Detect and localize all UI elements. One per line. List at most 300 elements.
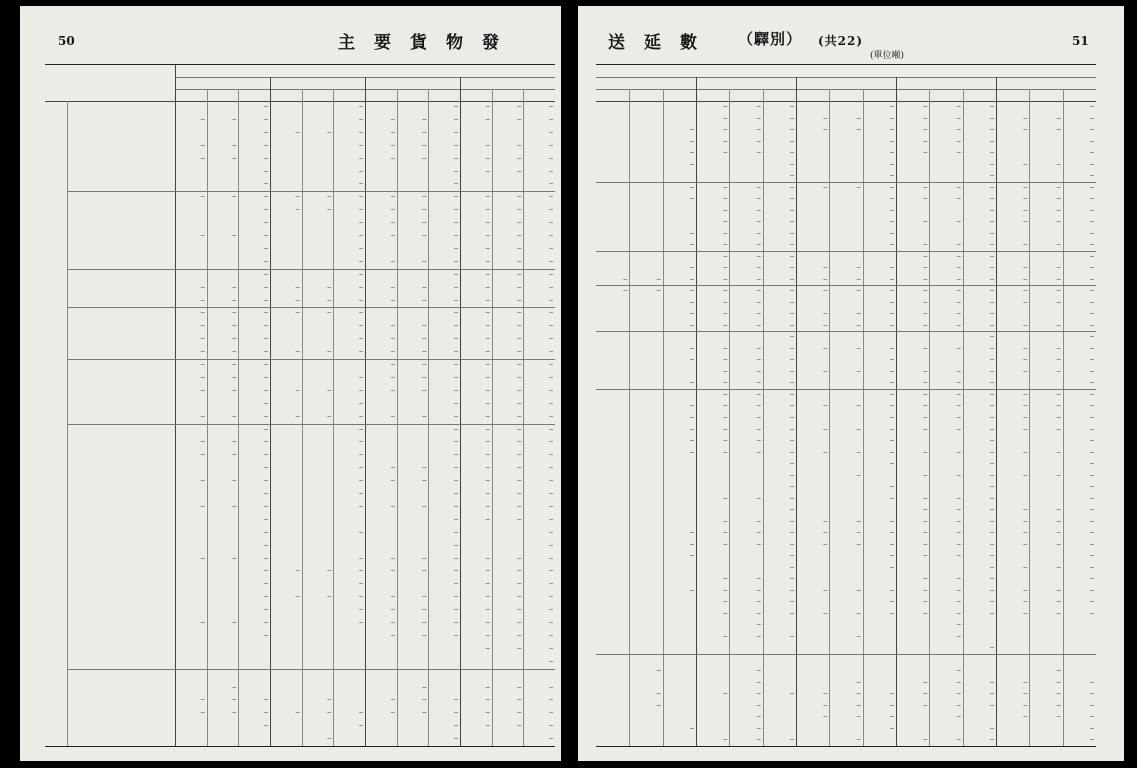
value-cell: —: [756, 182, 761, 191]
value-cell: —: [790, 320, 794, 329]
value-cell: —: [823, 700, 828, 709]
value-cell: —: [1090, 297, 1094, 306]
value-cell: —: [890, 286, 894, 295]
value-cell: —: [956, 217, 961, 226]
value-cell: —: [790, 735, 794, 744]
value-cell: —: [956, 424, 961, 433]
value-cell: —: [956, 551, 961, 560]
value-cell: —: [485, 218, 490, 227]
value-cell: —: [956, 309, 961, 318]
value-cell: —: [422, 205, 427, 214]
value-cell: —: [723, 113, 728, 122]
value-cell: —: [232, 192, 237, 201]
value-cell: —: [549, 682, 553, 691]
value-cell: —: [1090, 412, 1094, 421]
value-cell: —: [264, 127, 268, 136]
value-cell: —: [390, 708, 395, 717]
value-cell: —: [200, 501, 205, 510]
value-cell: —: [890, 205, 894, 214]
value-cell: —: [232, 553, 237, 562]
value-cell: —: [990, 459, 994, 468]
value-cell: —: [549, 102, 553, 110]
value-cell: —: [359, 256, 363, 265]
value-cell: —: [990, 436, 994, 445]
value-cell: —: [549, 334, 553, 343]
value-cell: —: [890, 159, 894, 168]
value-cell: —: [264, 437, 268, 446]
value-cell: —: [723, 608, 728, 617]
value-cell: —: [990, 297, 994, 306]
value-cell: —: [923, 424, 928, 433]
value-cell: —: [1023, 194, 1028, 203]
value-cell: —: [517, 489, 522, 497]
value-cell: —: [723, 125, 728, 134]
value-cell: —: [422, 360, 427, 368]
value-cell: —: [1090, 700, 1094, 709]
value-cell: —: [549, 514, 553, 523]
value-cell: —: [485, 643, 490, 652]
value-cell: —: [517, 334, 522, 343]
value-cell: —: [264, 450, 268, 459]
value-cell: —: [690, 528, 694, 537]
value-cell: —: [390, 630, 395, 639]
value-cell: —: [1056, 205, 1061, 214]
value-cell: —: [327, 411, 332, 420]
value-cell: —: [756, 620, 761, 629]
value-cell: —: [690, 539, 694, 548]
value-cell: —: [756, 274, 761, 283]
value-cell: —: [790, 343, 794, 352]
value-cell: —: [200, 295, 205, 304]
value-cell: —: [485, 205, 490, 214]
value-cell: —: [723, 447, 728, 456]
value-cell: —: [454, 347, 458, 356]
value-cell: —: [264, 102, 268, 110]
value-cell: —: [723, 263, 728, 272]
value-cell: —: [790, 309, 794, 318]
value-cell: —: [756, 240, 761, 249]
value-cell: —: [890, 228, 894, 237]
value-cell: —: [690, 263, 694, 272]
value-cell: —: [485, 489, 490, 497]
value-cell: —: [890, 148, 894, 157]
value-cell: —: [723, 585, 728, 594]
value-cell: —: [690, 274, 694, 283]
value-cell: —: [990, 159, 994, 168]
value-cell: —: [856, 182, 861, 191]
value-cell: —: [1056, 286, 1061, 295]
value-cell: —: [232, 153, 237, 162]
value-cell: —: [549, 153, 553, 162]
value-cell: —: [454, 695, 458, 704]
value-cell: —: [485, 372, 490, 381]
value-cell: —: [856, 274, 861, 283]
value-cell: —: [1090, 482, 1094, 491]
value-cell: —: [756, 148, 761, 157]
value-cell: —: [723, 516, 728, 525]
value-cell: —: [549, 708, 553, 717]
value-cell: —: [422, 501, 427, 510]
value-cell: —: [1090, 125, 1094, 134]
value-cell: —: [890, 102, 894, 110]
value-cell: —: [517, 360, 522, 368]
value-cell: —: [390, 127, 395, 136]
value-cell: —: [890, 436, 894, 445]
value-cell: —: [327, 127, 332, 136]
value-cell: —: [690, 723, 694, 732]
value-cell: —: [1023, 677, 1028, 686]
value-cell: —: [890, 608, 894, 617]
value-cell: —: [454, 334, 458, 343]
value-cell: —: [359, 463, 363, 472]
value-cell: —: [790, 125, 794, 134]
value-cell: —: [690, 378, 694, 387]
value-cell: —: [990, 378, 994, 387]
value-cell: —: [549, 450, 553, 459]
value-cell: —: [890, 412, 894, 421]
value-cell: —: [1090, 240, 1094, 249]
value-cell: —: [790, 240, 794, 249]
value-cell: —: [956, 493, 961, 502]
value-cell: —: [454, 437, 458, 446]
value-cell: —: [790, 366, 794, 375]
value-cell: —: [517, 256, 522, 265]
value-cell: —: [823, 125, 828, 134]
value-cell: —: [890, 562, 894, 571]
value-cell: —: [890, 459, 894, 468]
value-cell: —: [485, 476, 490, 485]
value-cell: —: [264, 347, 268, 356]
value-cell: —: [1090, 597, 1094, 606]
value-cell: —: [485, 102, 490, 110]
value-cell: —: [517, 553, 522, 562]
value-cell: —: [823, 528, 828, 537]
value-cell: —: [956, 585, 961, 594]
value-cell: —: [856, 309, 861, 318]
value-cell: —: [990, 332, 994, 341]
value-cell: —: [890, 217, 894, 226]
value-cell: —: [790, 470, 794, 479]
value-cell: —: [856, 689, 861, 698]
value-cell: —: [956, 677, 961, 686]
value-cell: —: [890, 194, 894, 203]
value-cell: —: [790, 205, 794, 214]
value-cell: —: [856, 366, 861, 375]
value-cell: —: [359, 579, 363, 588]
value-cell: —: [890, 343, 894, 352]
value-cell: —: [517, 579, 522, 588]
value-cell: —: [1056, 320, 1061, 329]
value-cell: —: [359, 321, 363, 330]
value-cell: —: [723, 194, 728, 203]
value-cell: —: [723, 574, 728, 583]
value-cell: —: [890, 723, 894, 732]
value-cell: —: [956, 574, 961, 583]
value-cell: —: [823, 539, 828, 548]
value-cell: —: [1090, 320, 1094, 329]
value-cell: —: [359, 398, 363, 407]
value-cell: —: [990, 528, 994, 537]
value-cell: —: [723, 228, 728, 237]
value-cell: —: [1090, 505, 1094, 514]
value-cell: —: [990, 205, 994, 214]
value-cell: —: [790, 251, 794, 260]
value-cell: —: [990, 723, 994, 732]
value-cell: —: [200, 476, 205, 485]
value-cell: —: [517, 682, 522, 691]
value-cell: —: [990, 217, 994, 226]
value-cell: —: [923, 320, 928, 329]
value-cell: —: [756, 516, 761, 525]
value-cell: —: [264, 385, 268, 394]
value-cell: —: [517, 721, 522, 730]
value-cell: —: [454, 360, 458, 368]
value-cell: —: [454, 179, 458, 188]
value-cell: —: [823, 516, 828, 525]
value-cell: —: [549, 256, 553, 265]
value-cell: —: [923, 608, 928, 617]
value-cell: —: [549, 476, 553, 485]
value-cell: —: [990, 677, 994, 686]
value-cell: —: [485, 592, 490, 601]
value-cell: —: [359, 102, 363, 110]
value-cell: —: [990, 401, 994, 410]
value-cell: —: [295, 385, 300, 394]
value-cell: —: [956, 516, 961, 525]
value-cell: —: [890, 136, 894, 145]
value-cell: —: [485, 437, 490, 446]
right-page: [578, 6, 1124, 761]
value-cell: —: [200, 334, 205, 343]
value-cell: —: [454, 527, 458, 536]
value-cell: —: [756, 597, 761, 606]
value-cell: —: [1090, 274, 1094, 283]
value-cell: —: [790, 263, 794, 272]
value-cell: —: [359, 153, 363, 162]
value-cell: —: [517, 114, 522, 123]
value-cell: —: [295, 282, 300, 291]
value-cell: —: [690, 240, 694, 249]
value-cell: —: [990, 539, 994, 548]
value-cell: —: [1090, 205, 1094, 214]
value-cell: —: [856, 631, 861, 640]
value-cell: —: [264, 166, 268, 175]
value-cell: —: [549, 643, 553, 652]
value-cell: —: [790, 516, 794, 525]
value-cell: —: [517, 643, 522, 652]
value-cell: —: [923, 286, 928, 295]
value-cell: —: [454, 476, 458, 485]
value-cell: —: [923, 309, 928, 318]
value-cell: —: [549, 630, 553, 639]
value-cell: —: [232, 231, 237, 239]
value-cell: —: [756, 677, 761, 686]
value-cell: —: [1090, 286, 1094, 295]
value-cell: —: [200, 231, 205, 239]
value-cell: —: [549, 734, 553, 743]
value-cell: —: [1090, 378, 1094, 387]
value-cell: —: [1056, 389, 1061, 398]
value-cell: —: [295, 295, 300, 304]
value-cell: —: [264, 553, 268, 562]
value-cell: —: [823, 286, 828, 295]
value-cell: —: [200, 437, 205, 446]
value-cell: —: [956, 597, 961, 606]
value-cell: —: [264, 334, 268, 343]
value-cell: —: [990, 228, 994, 237]
value-cell: —: [295, 708, 300, 717]
value-cell: —: [422, 630, 427, 639]
value-cell: —: [422, 334, 427, 343]
value-cell: —: [923, 240, 928, 249]
value-cell: —: [1023, 505, 1028, 514]
value-cell: —: [956, 125, 961, 134]
value-cell: —: [790, 274, 794, 283]
value-cell: —: [264, 114, 268, 123]
value-cell: —: [390, 347, 395, 356]
value-cell: —: [756, 424, 761, 433]
value-cell: —: [1090, 689, 1094, 698]
value-cell: —: [454, 592, 458, 601]
value-cell: —: [890, 482, 894, 491]
header-title-right: 送 延 數: [608, 33, 698, 53]
value-cell: —: [264, 592, 268, 601]
value-cell: —: [823, 447, 828, 456]
value-cell: —: [956, 401, 961, 410]
value-cell: —: [823, 309, 828, 318]
value-cell: —: [264, 308, 268, 317]
value-cell: —: [327, 308, 332, 317]
value-cell: —: [422, 231, 427, 239]
value-cell: —: [923, 539, 928, 548]
value-cell: —: [823, 585, 828, 594]
value-cell: —: [359, 205, 363, 214]
value-cell: —: [1056, 505, 1061, 514]
value-cell: —: [1090, 712, 1094, 721]
value-cell: —: [295, 308, 300, 317]
value-cell: —: [232, 308, 237, 317]
value-cell: —: [723, 412, 728, 421]
value-cell: —: [485, 360, 490, 368]
value-cell: —: [390, 411, 395, 420]
value-cell: —: [327, 282, 332, 291]
value-cell: —: [823, 343, 828, 352]
value-cell: —: [890, 182, 894, 191]
value-cell: —: [295, 127, 300, 136]
value-cell: —: [990, 424, 994, 433]
value-cell: —: [422, 708, 427, 717]
value-cell: —: [1090, 113, 1094, 122]
value-cell: —: [422, 153, 427, 162]
value-cell: —: [1056, 274, 1061, 283]
value-cell: —: [264, 618, 268, 626]
value-cell: —: [690, 355, 694, 364]
value-cell: —: [790, 574, 794, 583]
value-cell: —: [790, 585, 794, 594]
value-cell: —: [990, 493, 994, 502]
value-cell: —: [264, 489, 268, 497]
value-cell: —: [390, 231, 395, 239]
value-cell: —: [690, 148, 694, 157]
subcol-divider: [629, 89, 630, 746]
value-cell: —: [1023, 366, 1028, 375]
value-cell: —: [295, 411, 300, 420]
value-cell: —: [690, 136, 694, 145]
value-cell: —: [990, 447, 994, 456]
value-cell: —: [517, 605, 522, 614]
value-cell: —: [723, 205, 728, 214]
station-divider: [696, 77, 697, 746]
value-cell: —: [856, 608, 861, 617]
value-cell: —: [690, 424, 694, 433]
value-cell: —: [790, 171, 794, 180]
value-cell: —: [790, 159, 794, 168]
value-cell: —: [517, 243, 522, 252]
value-cell: —: [656, 689, 661, 698]
value-cell: —: [1090, 585, 1094, 594]
value-cell: —: [327, 385, 332, 394]
value-cell: —: [1056, 539, 1061, 548]
value-cell: —: [232, 437, 237, 446]
value-cell: —: [232, 360, 237, 368]
value-cell: —: [1056, 355, 1061, 364]
value-cell: —: [690, 159, 694, 168]
value-cell: —: [756, 493, 761, 502]
value-cell: —: [990, 355, 994, 364]
value-cell: —: [756, 297, 761, 306]
value-cell: —: [422, 618, 427, 626]
value-cell: —: [454, 282, 458, 291]
value-cell: —: [485, 630, 490, 639]
value-cell: —: [390, 140, 395, 149]
value-cell: —: [264, 695, 268, 704]
value-cell: —: [454, 102, 458, 110]
value-cell: —: [1090, 677, 1094, 686]
value-cell: —: [823, 274, 828, 283]
value-cell: —: [890, 274, 894, 283]
value-cell: —: [756, 228, 761, 237]
value-cell: —: [232, 682, 237, 691]
value-cell: —: [856, 516, 861, 525]
value-cell: —: [1056, 424, 1061, 433]
value-cell: —: [390, 321, 395, 330]
value-cell: —: [264, 476, 268, 485]
value-cell: —: [756, 528, 761, 537]
value-cell: —: [549, 179, 553, 188]
value-cell: —: [1056, 217, 1061, 226]
value-cell: —: [890, 551, 894, 560]
value-cell: —: [549, 463, 553, 472]
value-cell: —: [232, 282, 237, 291]
value-cell: —: [359, 566, 363, 575]
value-cell: —: [890, 309, 894, 318]
value-cell: —: [1023, 263, 1028, 272]
value-cell: —: [923, 447, 928, 456]
value-cell: —: [295, 192, 300, 201]
value-cell: —: [790, 597, 794, 606]
value-cell: —: [264, 179, 268, 188]
value-cell: —: [549, 592, 553, 601]
value-cell: —: [454, 114, 458, 123]
value-cell: —: [823, 113, 828, 122]
value-cell: —: [390, 360, 395, 368]
value-cell: —: [200, 308, 205, 317]
value-cell: —: [232, 501, 237, 510]
value-cell: —: [790, 113, 794, 122]
value-cell: —: [956, 735, 961, 744]
value-cell: —: [422, 592, 427, 601]
value-cell: —: [723, 274, 728, 283]
